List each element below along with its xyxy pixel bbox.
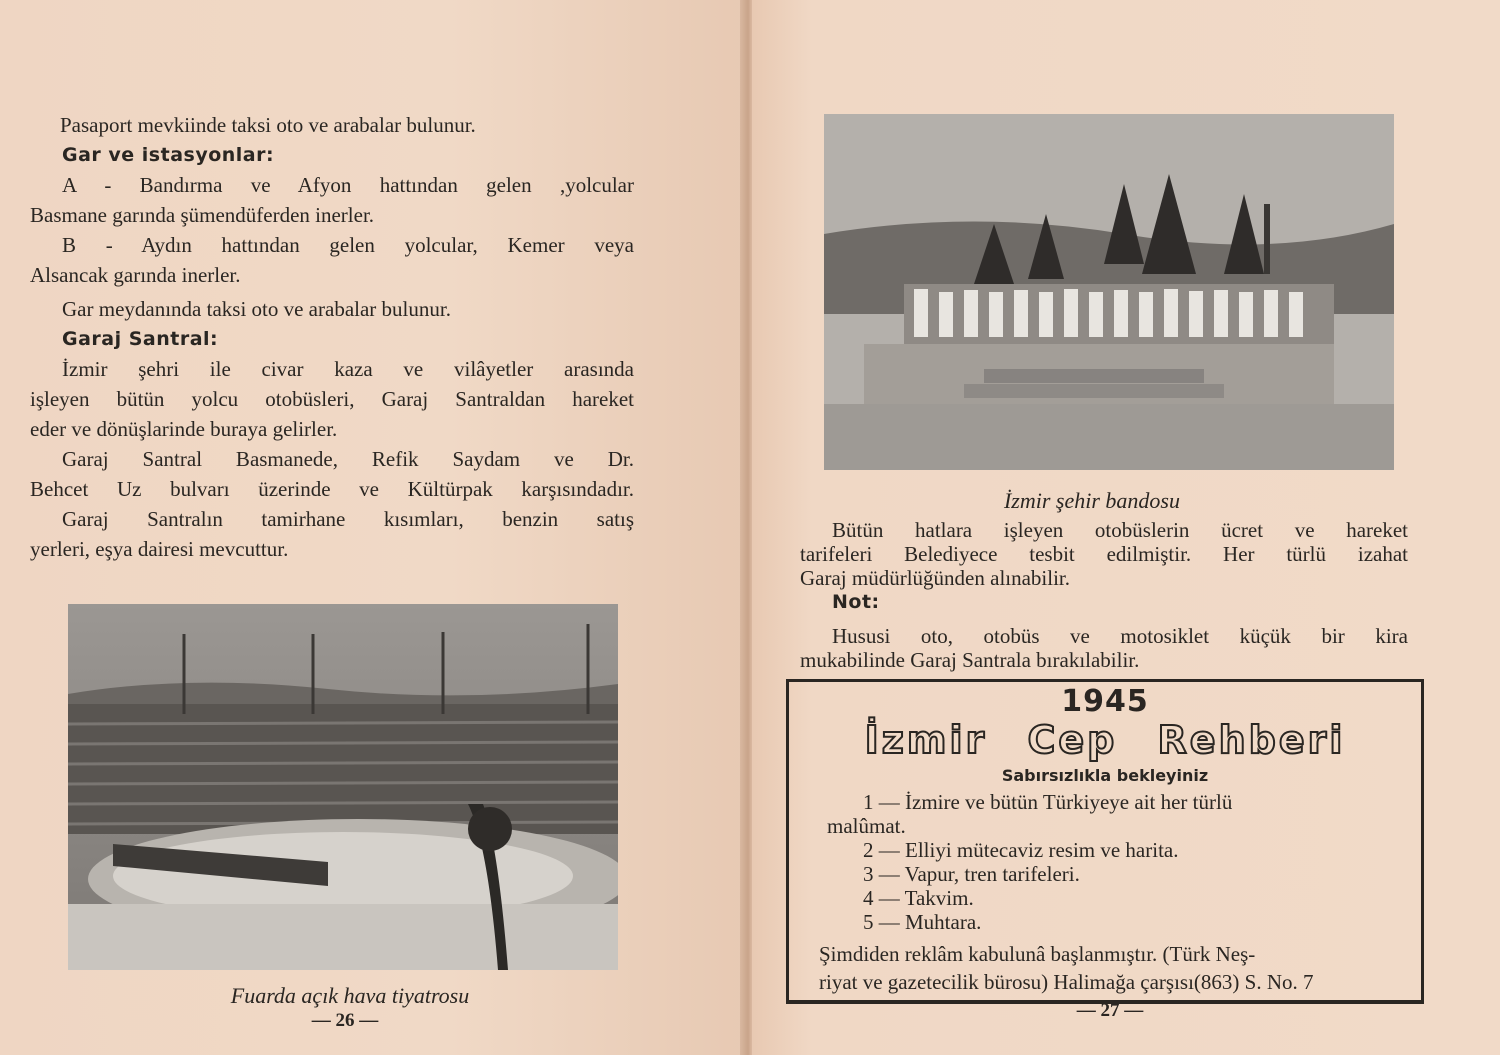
- text-line: Garaj müdürlüğünden alınabilir.: [800, 566, 1071, 590]
- text-line: mukabilinde Garaj Santrala bırakılabilir.: [800, 648, 1140, 672]
- open-air-theatre-photo: [68, 604, 618, 970]
- ad-year: 1945: [1061, 684, 1149, 719]
- text-line: Garaj Santral Basmanede, Refik Saydam ve Dr.: [62, 447, 634, 471]
- page-number-left: — 26 —: [311, 1010, 379, 1031]
- text-line: Garaj Santralın tamirhane kısımları, benzin satış: [62, 507, 634, 531]
- ad-item: 5 — Muhtara.: [863, 910, 982, 934]
- guide-advertisement: [786, 679, 1424, 1004]
- ad-footer-line: Şimdiden reklâm kabulunâ başlanmıştır. (Türk Neş-: [819, 942, 1256, 966]
- ad-footer-line: riyat ve gazetecilik bürosu) Halimağa çarşısı(863) S. No. 7: [819, 970, 1314, 994]
- text-line: Behcet Uz bulvarı üzerinde ve Kültürpak karşısındadır.: [30, 477, 634, 501]
- text-line: Pasaport mevkiinde taksi oto ve arabalar bulunur.: [60, 113, 476, 137]
- ad-title: İzmir Cep Rehberi: [864, 718, 1346, 762]
- ad-items: [827, 790, 1387, 934]
- ad-item: 3 — Vapur, tren tarifeleri.: [863, 862, 1080, 886]
- ad-item: 2 — Elliyi mütecaviz resim ve harita.: [863, 838, 1179, 862]
- left-text-block: [30, 110, 634, 564]
- theatre-image: [68, 604, 618, 970]
- text-line: tarifeleri Belediyece tesbit edilmiştir. Her türlü izahat: [800, 542, 1408, 566]
- text-line: Alsancak garında inerler.: [30, 263, 241, 287]
- text-line: İzmir şehri ile civar kaza ve vilâyetler arasında: [62, 357, 634, 381]
- ad-subtitle: Sabırsızlıkla bekleyiniz: [1001, 766, 1209, 785]
- right-text-block: [800, 518, 1408, 672]
- text-line: Bütün hatlara işleyen otobüslerin ücret ve hareket: [832, 518, 1408, 542]
- ad-item: malûmat.: [827, 814, 906, 838]
- text-line: A - Bandırma ve Afyon hattından gelen ,yolcular: [62, 173, 634, 197]
- band-photo-caption: İzmir şehir bandosu: [1003, 488, 1180, 513]
- band-image: [824, 114, 1394, 470]
- ad-item: 1 — İzmire ve bütün Türkiyeye ait her türlü: [863, 790, 1233, 814]
- text-line: yerleri, eşya dairesi mevcuttur.: [30, 537, 289, 561]
- text-line: Hususi oto, otobüs ve motosiklet küçük bir kira: [832, 624, 1408, 648]
- text-line: eder ve dönüşlarinde buraya gelirler.: [30, 417, 338, 441]
- ad-footer: [819, 940, 1399, 996]
- ad-item: 4 — Takvim.: [863, 886, 974, 910]
- left-page: [0, 0, 748, 1055]
- heading-garaj-santral: Garaj Santral:: [62, 328, 219, 350]
- city-band-photo: [824, 114, 1394, 470]
- text-line: Gar meydanında taksi oto ve arabalar bulunur.: [62, 297, 451, 321]
- heading-not: Not:: [832, 591, 880, 613]
- heading-gar: Gar ve istasyonlar:: [62, 144, 275, 166]
- text-line: B - Aydın hattından gelen yolcular, Kemer veya: [62, 233, 634, 257]
- page-number-right: — 27 —: [1076, 1000, 1144, 1021]
- theatre-photo-caption: Fuarda açık hava tiyatrosu: [230, 983, 470, 1008]
- text-line: Basmane garında şümendüferden inerler.: [30, 203, 375, 227]
- text-line: işleyen bütün yolcu otobüsleri, Garaj Santraldan hareket: [30, 387, 634, 411]
